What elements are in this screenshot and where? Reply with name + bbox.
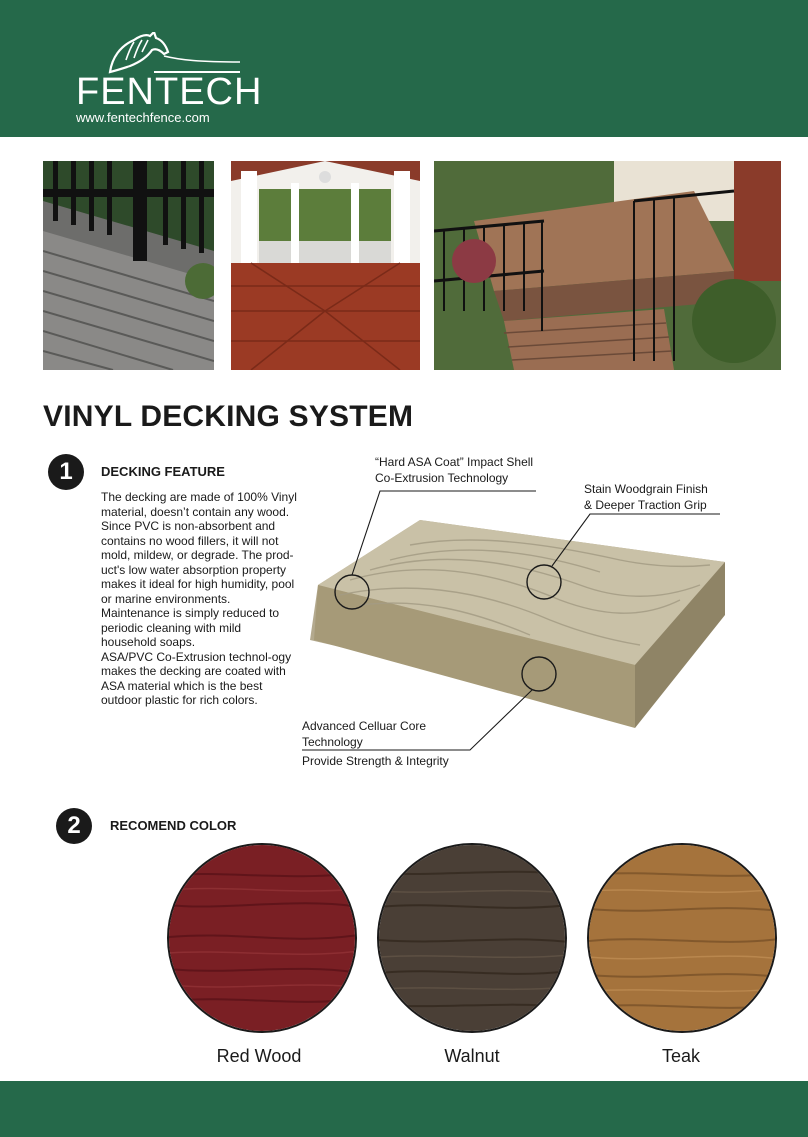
red-wood-swatch[interactable] (167, 843, 357, 1033)
brand-name: FENTECH (76, 71, 263, 113)
color-label-red-wood: Red Wood (216, 1046, 302, 1066)
callout-text: Co-Extrusion Technology (375, 471, 509, 485)
feature-description (101, 490, 297, 708)
callout-text: Stain Woodgrain Finish (584, 482, 708, 496)
fentech-logo[interactable] (76, 32, 263, 128)
section-heading: DECKING FEATURE (101, 464, 225, 479)
red-gazebo-deck-photo (231, 161, 420, 370)
backyard-deck-stairs-photo (434, 161, 781, 370)
teak-swatch[interactable] (587, 843, 777, 1033)
section-heading: RECOMEND COLOR (110, 818, 237, 833)
finish-callout-label (584, 481, 708, 513)
header-bar (0, 0, 808, 137)
feature-paragraph: The decking are made of 100% Vinyl material, doesn’t contain any wood. Since PVC is non-absorbent and contains no wood fillers, it will not mold, mildew, or degrade. The prod-uct's low water absorption property makes it ideal for high humidity, pool or marine environments. Maintenance is simply reduced to periodic cleaning with mild household soaps. (101, 490, 297, 649)
section-number-badge: 2 (56, 808, 92, 844)
color-label-teak: Teak (661, 1046, 701, 1066)
callout-text: “Hard ASA Coat” Impact Shell (375, 455, 534, 469)
callout-text: Technology (302, 735, 363, 749)
callout-text: Provide Strength & Integrity (302, 754, 449, 768)
section-number-badge: 1 (48, 454, 84, 490)
walnut-swatch[interactable] (377, 843, 567, 1033)
color-label-walnut: Walnut (444, 1046, 500, 1066)
horse-logo-icon (90, 32, 240, 76)
footer-bar (0, 1081, 808, 1137)
callout-text: Advanced Celluar Core (302, 719, 427, 733)
page-title: VINYL DECKING SYSTEM (43, 400, 414, 433)
callout-text: & Deeper Traction Grip (584, 498, 707, 512)
core-callout-label (302, 718, 449, 769)
feature-paragraph: ASA/PVC Co-Extrusion technol-ogy makes the decking are coated with ASA material which is the best outdoor plastic for rich colors. (101, 649, 292, 707)
shell-callout-label (375, 454, 533, 486)
gray-deck-railing-photo (43, 161, 214, 370)
website-url[interactable]: www.fentechfence.com (76, 110, 210, 125)
